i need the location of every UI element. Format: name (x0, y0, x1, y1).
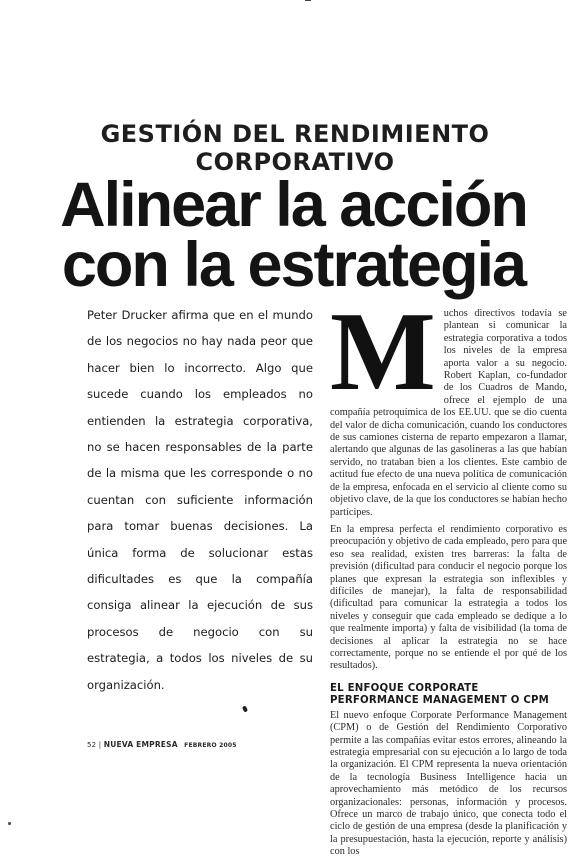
page-footer (87, 740, 237, 749)
headline-line-1: Alinear la acción (60, 170, 527, 240)
scan-speck (8, 822, 11, 825)
headline-line-2: con la estrategia (61, 230, 526, 300)
scan-mark-top (305, 0, 311, 1)
kicker-line-1: GESTIÓN DEL RENDIMIENTO (100, 120, 490, 148)
footer-separator: | (98, 741, 104, 749)
body-paragraph-1 (330, 290, 567, 519)
page-number: 52 (87, 741, 97, 749)
kicker-line-2: CORPORATIVO (195, 148, 395, 176)
ink-mark (242, 705, 248, 712)
body-paragraph-2: En la empresa perfecta el rendimiento corporativo es preocupación y objetivo de cada empleado, pero para que eso sea realidad, existen tres barreras: la falta de previsión (dificultad para conducir el negocio porque los planes que expresan la estrategia son inflexibles y difíciles de manejar), la falta de responsabilidad (dificultad para comunicar la estrategia a todos los niveles y conseguir que cada empleado se dedique a lo que realmente importa) y falta de visibilidad (la toma de decisiones al aplicar la estrategia no se hace correctamente, porque no se entiende el por qué de los resultados). (330, 523, 568, 672)
drop-cap: M (330, 290, 436, 414)
body-column (330, 290, 568, 864)
body-paragraph-3: El nuevo enfoque Corporate Performance Management (CPM) o de Gestión del Rendimiento Corporativo permite a las compañías evitar estos errores, alineando la estrategia empresarial con su ejecución a lo largo de toda la organización. El CPM representa la nueva orientación de la tecnología Business Intelligence hacia un aprovechamiento más metódico de los recursos organizacionales: personas, información y procesos. Ofrece un marco de trabajo único, que conecta todo el ciclo de gestión de una empresa (desde la planificación y la presupuestación, hasta la ejecución, reporte y análisis) con los (330, 709, 567, 858)
lead-paragraph: Peter Drucker afirma que en el mundo de los negocios no hay nada peor que hacer bien lo incorrecto. Algo que sucede cuando los empleados no entienden la estrategia corporativa, no se hacen responsables de la parte de la misma que les corresponde o no cuentan con suficiente información para tomar buenas decisiones. La única forma de solucionar estas dificultades es que la compañía consiga alinear la ejecución de sus procesos de negocio con su estrategia, a todos los niveles de su organización. (87, 308, 313, 692)
issue-date: FEBRERO 2005 (184, 742, 237, 749)
publication-name: NUEVA EMPRESA (103, 740, 178, 749)
section-subhead: EL ENFOQUE CORPORATE PERFORMANCE MANAGEMENT O CPM (330, 682, 550, 706)
body-paragraph-1-text: uchos directivos todavía se plantean si comunicar la estrategia corporativa a todos los niveles de la empresa aporta valor a su negocio. Robert Kaplan, co-fundador de los Cuadros de Mando, ofrece el ejemplo de una compañía petroquímica de los EE.UU. que se dio cuenta del valor de dicha comunicación, cuando los conductores de sus camiones cisterna de reparto empezaron a llamar, alertando que algunas de las gasolineras a las que habían servido, no trataban bien a los clientes. Este cambio de actitud fue efecto de una nueva política de comunicación de la empresa, enfocada en el servicio al cliente como su objetivo clave, de la que los conductores se habían hecho partícipes. (330, 308, 567, 518)
